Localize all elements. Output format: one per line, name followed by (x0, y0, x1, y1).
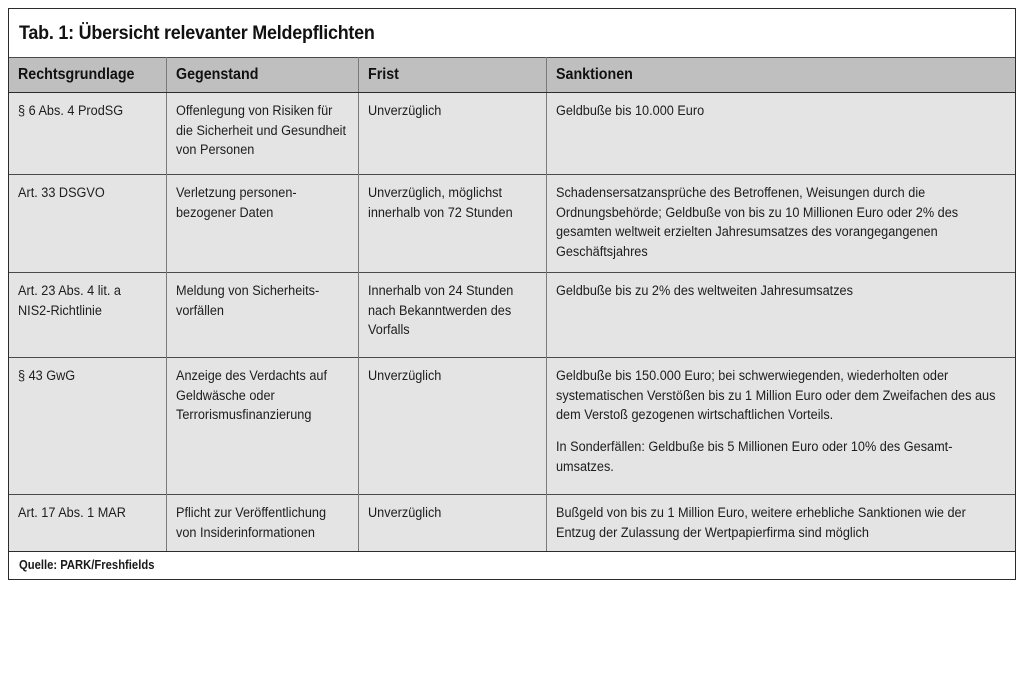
column-header-label: Sanktionen (555, 66, 633, 83)
cell-text: Unverzüglich (367, 103, 441, 118)
cell-gegenstand (166, 495, 358, 551)
cell-gegenstand (166, 175, 358, 273)
caption-text: Tab. 1: Übersicht relevanter Meldepflichten (19, 21, 375, 44)
cell-sanktionen (546, 175, 1015, 273)
table-row (9, 358, 1015, 495)
cell-rechtsgrundlage (9, 273, 166, 358)
cell-rechtsgrundlage (9, 93, 166, 175)
cell-text: Art. 23 Abs. 4 lit. a NIS2-Richtlinie (18, 283, 121, 318)
cell-frist (358, 175, 546, 273)
cell-text: Pflicht zur Veröffentlichung von Insiderinformationen (175, 505, 326, 540)
cell-text: Anzeige des Verdachts auf Geldwäsche oder Terrorismusfinanzierung (175, 368, 327, 423)
cell-sanktionen (546, 358, 1015, 495)
column-header-rechtsgrundlage (9, 58, 166, 93)
table-row (9, 495, 1015, 551)
cell-text: Schadensersatzansprüche des Betroffenen, Weisungen durch die Ordnungsbehörde; Geldbuße von bis zu 10 Millionen Euro oder 2% des gesamten weltweit erzielten Jahresumsatzes des vorangegangenen Geschäftsjahres (555, 185, 958, 260)
table-row (9, 273, 1015, 358)
cell-text: Offenlegung von Risiken für die Sicherheit und Gesundheit von Personen (175, 103, 346, 158)
table-source (9, 551, 1015, 579)
cell-text: § 43 GwG (18, 368, 76, 383)
cell-gegenstand (166, 358, 358, 495)
cell-text: Art. 33 DSGVO (18, 185, 105, 200)
column-header-frist (358, 58, 546, 93)
table-header (9, 58, 1015, 93)
column-header-gegenstand (166, 58, 358, 93)
cell-rechtsgrundlage (9, 358, 166, 495)
table-body (9, 93, 1015, 551)
cell-sanktionen (546, 495, 1015, 551)
column-header-label: Rechtsgrundlage (18, 66, 135, 83)
cell-text: Innerhalb von 24 Stunden nach Bekanntwerden des Vorfalls (367, 283, 513, 338)
cell-gegenstand (166, 93, 358, 175)
cell-gegenstand (166, 273, 358, 358)
cell-frist (358, 93, 546, 175)
source-text: Quelle: PARK/Freshfields (19, 558, 155, 572)
cell-sanktionen (546, 93, 1015, 175)
cell-text: Art. 17 Abs. 1 MAR (18, 505, 126, 520)
cell-text: § 6 Abs. 4 ProdSG (18, 103, 124, 118)
cell-text: Meldung von Sicherheits-vorfällen (175, 283, 319, 318)
cell-rechtsgrundlage (9, 495, 166, 551)
cell-rechtsgrundlage (9, 175, 166, 273)
column-header-label: Frist (367, 66, 399, 83)
cell-text: Geldbuße bis zu 2% des weltweiten Jahresumsatzes (555, 283, 853, 298)
cell-frist (358, 495, 546, 551)
cell-text: Geldbuße bis 10.000 Euro (555, 103, 704, 118)
cell-frist (358, 273, 546, 358)
cell-sanktionen (546, 273, 1015, 358)
table-row (9, 175, 1015, 273)
column-header-sanktionen (546, 58, 1015, 93)
cell-text-para-1: Geldbuße bis 150.000 Euro; bei schwerwiegenden, wiederholten oder systematischen Verstößen bis zu 1 Million Euro oder dem Zweifachen des aus dem Verstoß gezogenen wirtschaftlichen Vorteils. (555, 368, 995, 423)
cell-text: Unverzüglich (367, 368, 441, 383)
cell-text: Unverzüglich (367, 505, 441, 520)
table-row (9, 93, 1015, 175)
cell-text: Verletzung personen-bezogener Daten (175, 185, 297, 220)
meldepflichten-table (9, 57, 1015, 551)
cell-frist (358, 358, 546, 495)
table-figure (8, 8, 1016, 580)
table-caption (9, 9, 1015, 57)
table-header-row (9, 58, 1015, 93)
cell-text: Bußgeld von bis zu 1 Million Euro, weitere erhebliche Sanktionen wie der Entzug der Zulassung der Wertpapierfirma sind möglich (555, 505, 966, 540)
column-header-label: Gegenstand (175, 66, 258, 83)
cell-text-para-2: In Sonderfällen: Geldbuße bis 5 Millionen Euro oder 10% des Gesamt-umsatzes. (555, 439, 952, 474)
cell-text: Unverzüglich, möglichst innerhalb von 72 Stunden (367, 185, 513, 220)
